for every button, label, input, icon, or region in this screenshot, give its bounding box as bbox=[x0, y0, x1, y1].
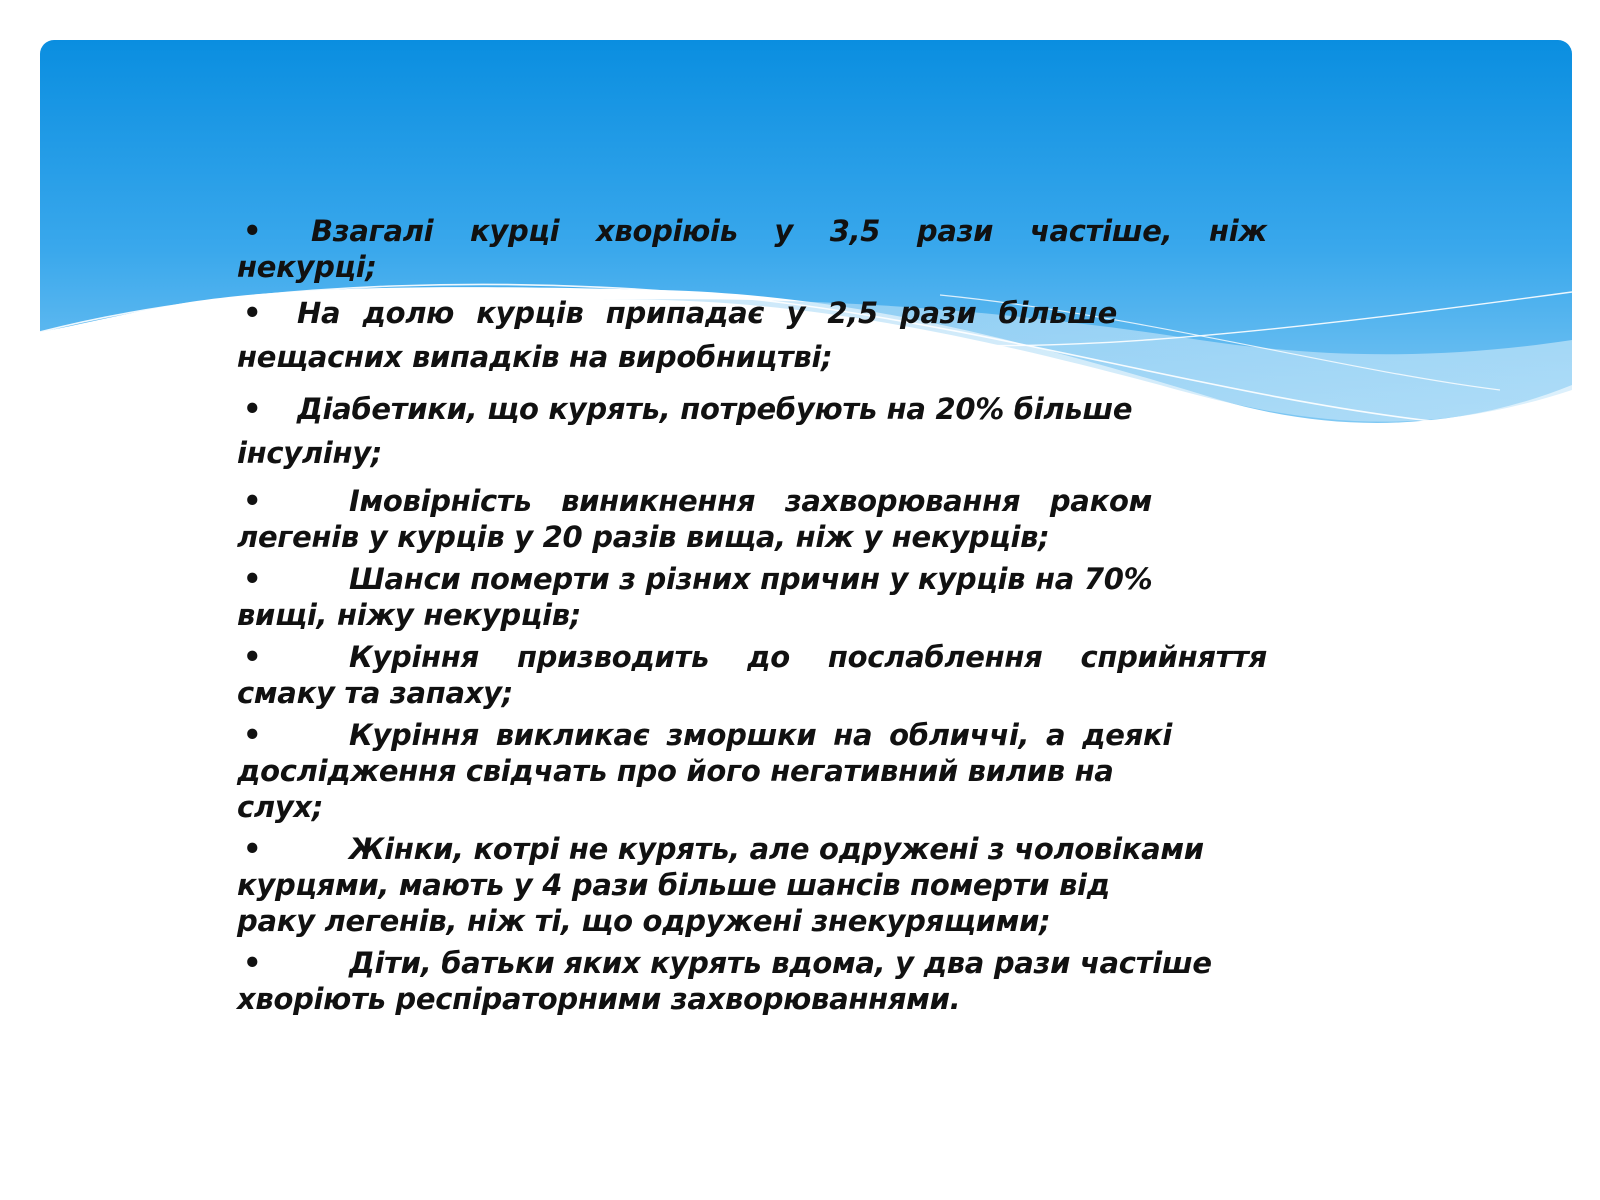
item-first-line bbox=[237, 387, 1267, 431]
item-continuation: нещасних випадків на виробництві; bbox=[237, 340, 833, 374]
item-text: Взагалі курці хворіюіь у 3,5 рази частіше, ніж bbox=[311, 214, 1267, 248]
item-text: Імовірність виникнення захворювання раком bbox=[349, 484, 1152, 518]
bullet-icon: • bbox=[243, 484, 262, 518]
item-first-line bbox=[237, 945, 1267, 981]
list-item bbox=[237, 291, 1267, 379]
list-item bbox=[237, 717, 1267, 825]
item-text: Куріння викликає зморшки на обличчі, а деякі bbox=[349, 718, 1172, 752]
bullet-icon: • bbox=[243, 392, 262, 426]
item-first-line bbox=[237, 831, 1267, 867]
bullet-icon: • bbox=[243, 296, 262, 330]
item-continuation: некурці; bbox=[237, 250, 377, 284]
bullet-icon: • bbox=[243, 946, 262, 980]
bullet-icon: • bbox=[243, 214, 262, 248]
item-continuation: вищі, ніжу некурців; bbox=[237, 598, 582, 632]
list-item bbox=[237, 483, 1267, 555]
item-continuation: хворіють респіраторними захворюваннями. bbox=[237, 982, 961, 1016]
list-item bbox=[237, 639, 1267, 711]
item-continuation: дослідження свідчать про його негативний вилив на bbox=[237, 754, 1114, 788]
bullet-icon: • bbox=[243, 718, 262, 752]
item-continuation: інсуліну; bbox=[237, 436, 383, 470]
item-first-line bbox=[237, 291, 1117, 335]
item-first-line bbox=[237, 717, 1172, 753]
list-item bbox=[237, 945, 1267, 1017]
item-first-line bbox=[237, 483, 1152, 519]
bullet-icon: • bbox=[243, 562, 262, 596]
item-text: Діти, батьки яких курять вдома, у два рази частіше bbox=[349, 946, 1212, 980]
list-item bbox=[237, 831, 1267, 939]
item-first-line bbox=[237, 213, 1267, 249]
item-continuation: слух; bbox=[237, 790, 324, 824]
bullet-icon: • bbox=[243, 832, 262, 866]
item-text: Шанси померти з різних причин у курців на 70% bbox=[349, 562, 1153, 596]
item-continuation: раку легенів, ніж ті, що одружені знекурящими; bbox=[237, 904, 1051, 938]
item-text: Жінки, котрі не курять, але одружені з чоловіками bbox=[349, 832, 1204, 866]
item-continuation: курцями, мають у 4 рази більше шансів померти від bbox=[237, 868, 1110, 902]
item-first-line bbox=[237, 639, 1267, 675]
item-text: Куріння призводить до послаблення сприйняття bbox=[349, 640, 1267, 674]
item-continuation: легенів у курців у 20 разів вища, ніж у некурців; bbox=[237, 520, 1050, 554]
list-item bbox=[237, 213, 1267, 285]
bullet-icon: • bbox=[243, 640, 262, 674]
item-text: Діабетики, що курять, потребують на 20% більше bbox=[297, 392, 1133, 426]
item-continuation: смаку та запаху; bbox=[237, 676, 514, 710]
list-item bbox=[237, 561, 1267, 633]
bullet-list bbox=[237, 213, 1267, 1023]
list-item bbox=[237, 387, 1267, 475]
item-text: На долю курців припадає у 2,5 рази більше bbox=[297, 296, 1117, 330]
item-first-line bbox=[237, 561, 1267, 597]
